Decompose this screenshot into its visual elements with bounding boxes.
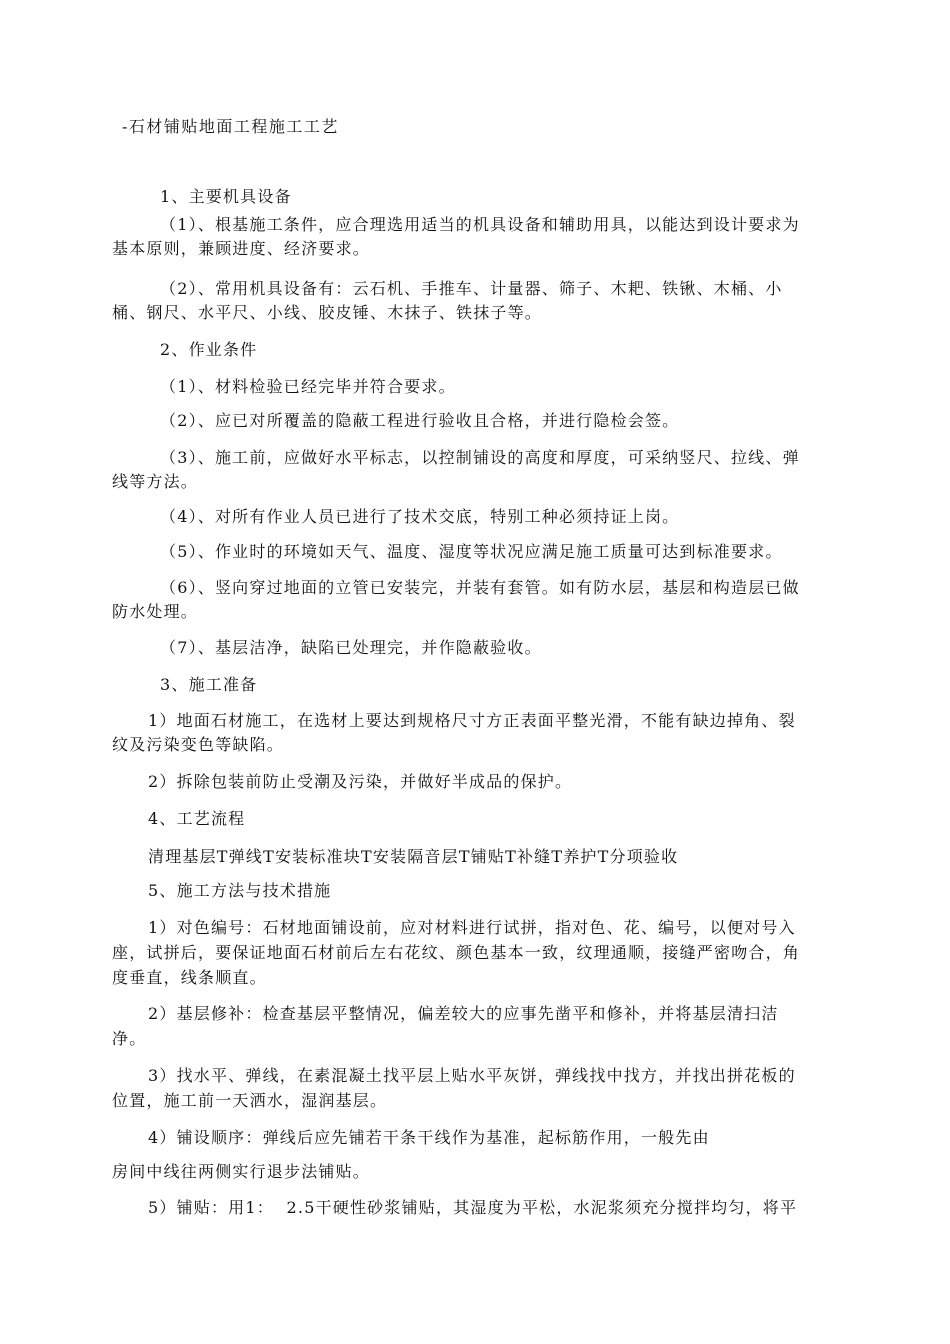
paragraph-line: 房间中线往两侧实行退步法铺贴。 bbox=[112, 1162, 371, 1181]
paragraph-line: 净。 bbox=[112, 1029, 147, 1048]
paragraph-line: 位置，施工前一天洒水，湿润基层。 bbox=[112, 1091, 388, 1110]
paragraph-line: 度垂直，线条顺直。 bbox=[112, 968, 267, 987]
paragraph-line: 基本原则，兼顾进度、经济要求。 bbox=[112, 239, 371, 258]
paragraph-line: 2）基层修补：检查基层平整情况，偏差较大的应事先凿平和修补，并将基层清扫洁 bbox=[148, 1004, 779, 1023]
paragraph-line: （4）、对所有作业人员已进行了技术交底，特别工种必须持证上岗。 bbox=[160, 507, 680, 526]
paragraph-line: （6）、竖向穿过地面的立管已安装完，并装有套管。如有防水层，基层和构造层已做 bbox=[160, 578, 800, 597]
paragraph-line: （2）、常用机具设备有：云石机、手推车、计量器、筛子、木耙、铁锹、木桶、小 bbox=[160, 279, 783, 298]
paragraph-line: 4）铺设顺序：弹线后应先铺若干条干线作为基准，起标筋作用，一般先由 bbox=[148, 1128, 710, 1147]
paragraph-line: 5）铺贴：用1： 2.5干硬性砂浆铺贴，其湿度为平松，水泥浆须充分搅拌均匀，将平 bbox=[148, 1198, 798, 1217]
paragraph-line: 纹及污染变色等缺陷。 bbox=[112, 735, 285, 754]
paragraph-line: （3）、施工前，应做好水平标志，以控制铺设的高度和厚度，可采纳竖尺、拉线、弹 bbox=[160, 448, 800, 467]
paragraph-line: 线等方法。 bbox=[112, 472, 199, 491]
paragraph-line: 座，试拼后，要保证地面石材前后左右花纹、颜色基本一致，纹理通顺，接缝严密吻合，角 bbox=[112, 943, 801, 962]
section-heading: 2、作业条件 bbox=[160, 340, 258, 359]
section-heading: 5、施工方法与技术措施 bbox=[148, 881, 332, 900]
paragraph-line: （2）、应已对所覆盖的隐蔽工程进行验收且合格，并进行隐检会签。 bbox=[160, 411, 680, 430]
paragraph-line: 2）拆除包装前防止受潮及污染，并做好半成品的保护。 bbox=[148, 772, 573, 791]
section-heading: 1、主要机具设备 bbox=[160, 187, 292, 206]
paragraph-line: （1）、根基施工条件，应合理选用适当的机具设备和辅助用具，以能达到设计要求为 bbox=[160, 215, 800, 234]
paragraph-line: 桶、钢尺、水平尺、小线、胶皮锤、木抹子、铁抹子等。 bbox=[112, 303, 543, 322]
paragraph-line: 3）找水平、弹线，在素混凝土找平层上贴水平灰饼，弹线找中找方，并找出拼花板的 bbox=[148, 1066, 796, 1085]
section-heading: 4、工艺流程 bbox=[148, 809, 246, 828]
section-heading: 3、施工准备 bbox=[160, 675, 258, 694]
paragraph-line: （5）、作业时的环境如天气、温度、湿度等状况应满足施工质量可达到标准要求。 bbox=[160, 542, 783, 561]
paragraph-line: 1）地面石材施工，在选材上要达到规格尺寸方正表面平整光滑，不能有缺边掉角、裂 bbox=[148, 711, 796, 730]
process-flow: 清理基层T弹线T安装标准块T安装隔音层T铺贴T补缝T养护T分项验收 bbox=[148, 847, 679, 866]
paragraph-line: 1）对色编号：石材地面铺设前，应对材料进行试拼，指对色、花、编号，以便对号入 bbox=[148, 918, 796, 937]
paragraph-line: （7）、基层洁净，缺陷已处理完，并作隐蔽验收。 bbox=[160, 638, 542, 657]
paragraph-line: （1）、材料检验已经完毕并符合要求。 bbox=[160, 377, 456, 396]
paragraph-line: 防水处理。 bbox=[112, 602, 199, 621]
document-title: -石材铺贴地面工程施工工艺 bbox=[122, 117, 339, 136]
